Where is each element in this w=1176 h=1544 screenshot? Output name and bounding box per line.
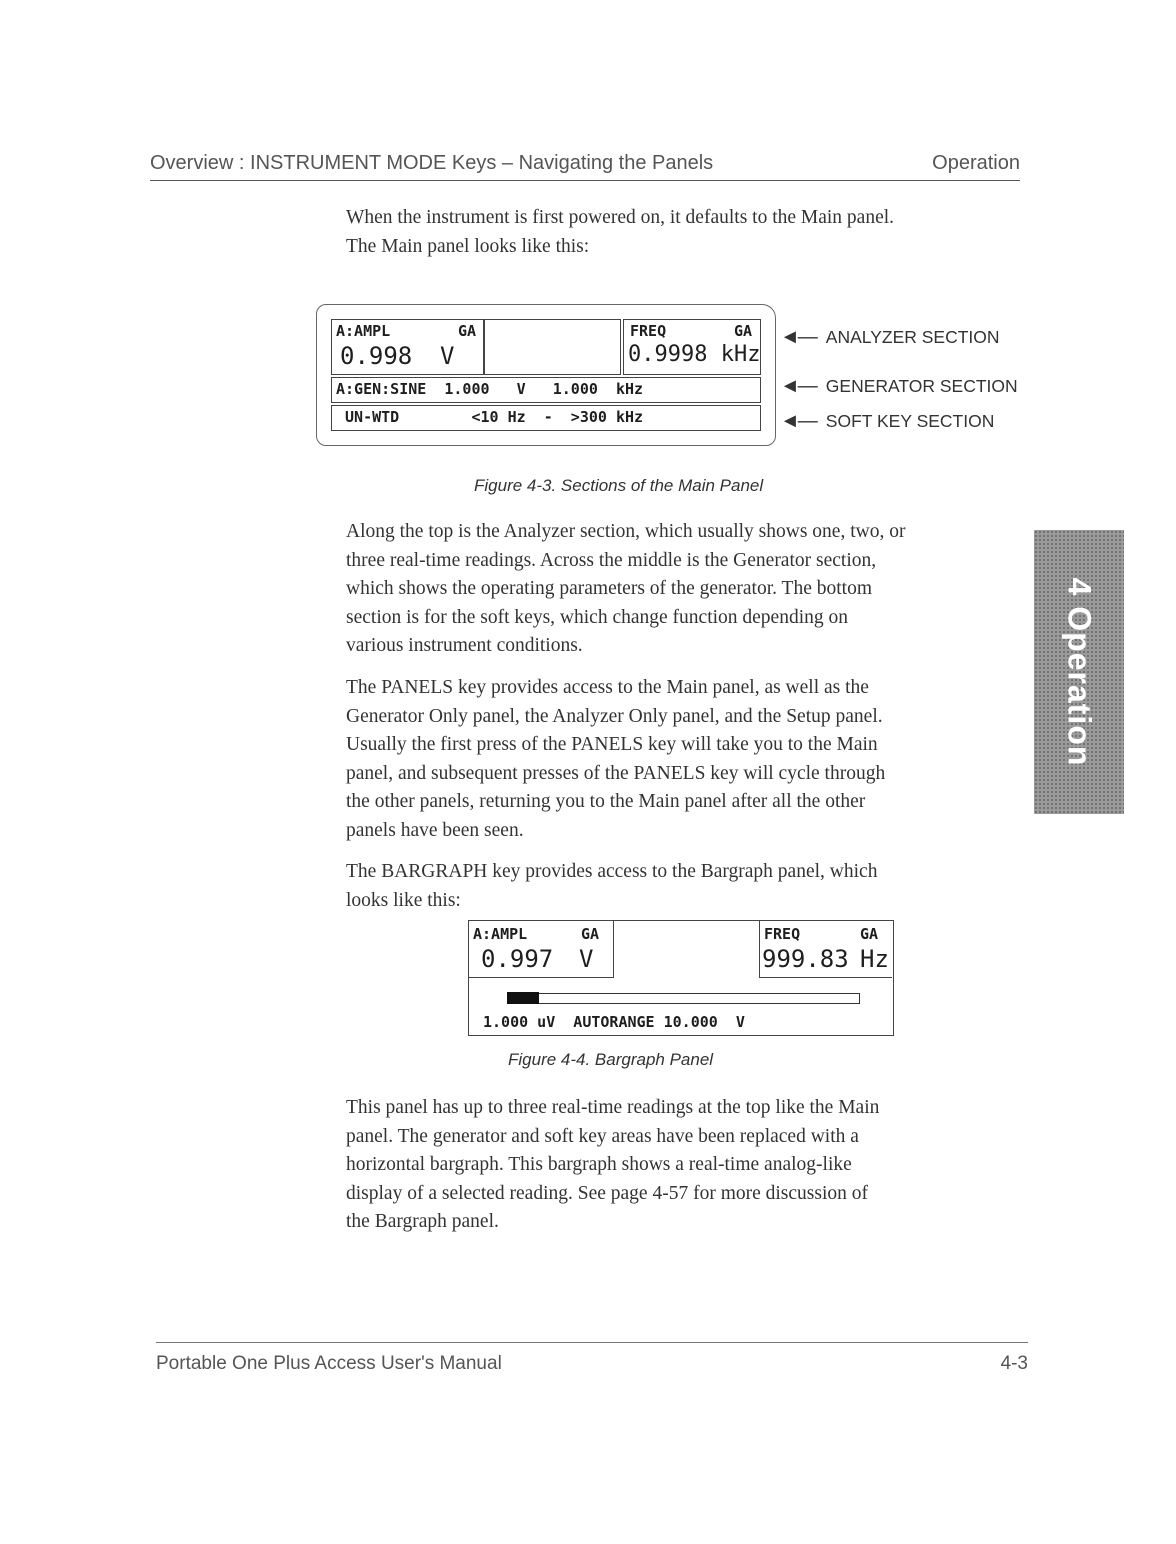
chapter-tab	[1034, 530, 1124, 814]
generator-callout	[780, 375, 1018, 398]
paragraph-line: three real-time readings. Across the middle is the Generator section,	[346, 549, 877, 571]
body-paragraph	[346, 518, 1006, 661]
freq-label: FREQ	[764, 925, 801, 943]
main-panel-figure	[316, 304, 776, 446]
paragraph-line: This panel has up to three real-time readings at the top like the Main	[346, 1097, 880, 1118]
bargraph-fill	[507, 992, 539, 1004]
body-paragraph	[346, 858, 1006, 915]
chapter-tab-label: 4 Operation	[1061, 577, 1098, 767]
paragraph-line: the Bargraph panel.	[346, 1211, 499, 1232]
paragraph-line: horizontal bargraph. This bargraph shows a real-time analog-like	[346, 1154, 852, 1175]
body-paragraph	[346, 674, 1006, 845]
generator-line: A:GEN:SINE 1.000 V 1.000 kHz	[336, 380, 644, 398]
bargraph-scale: 1.000 uV AUTORANGE 10.000 V	[483, 1013, 745, 1031]
footer-page-number: 4-3	[1000, 1353, 1028, 1374]
softkey-row	[331, 405, 761, 431]
freq-label: FREQ	[630, 322, 667, 340]
paragraph-line: The BARGRAPH key provides access to the Bargraph panel, which	[346, 861, 878, 882]
generator-row	[331, 377, 761, 403]
body-paragraph	[346, 1094, 1006, 1237]
intro-line: When the instrument is first powered on, it defaults to the Main panel.	[346, 207, 895, 228]
generator-callout-label: GENERATOR SECTION	[825, 376, 1018, 396]
freq-reading-cell	[623, 319, 761, 375]
freq-unit: Hz	[860, 945, 889, 973]
paragraph-line: Generator Only panel, the Analyzer Only panel, and the Setup panel.	[346, 705, 883, 727]
freq-value: 0.9998 kHz	[628, 342, 761, 367]
header-section-title: Overview : INSTRUMENT MODE Keys – Navigating the Panels	[150, 152, 714, 174]
header-chapter: Operation	[932, 152, 1020, 174]
bargraph-track	[507, 993, 860, 1004]
paragraph-line: various instrument conditions.	[346, 635, 583, 656]
ampl-mode: GA	[458, 322, 477, 340]
freq-reading-cell	[759, 921, 892, 978]
paragraph-line: Usually the first press of the PANELS key will take you to the Main	[346, 734, 878, 755]
ampl-label: A:AMPL	[336, 322, 391, 340]
left-arrow-icon: ◄—	[780, 410, 816, 432]
paragraph-line: display of a selected reading. See page 4-57 for more discussion of	[346, 1182, 869, 1204]
paragraph-line: The PANELS key provides access to the Main panel, as well as the	[346, 677, 869, 698]
freq-value: 999.83	[762, 945, 849, 973]
ampl-label: A:AMPL	[473, 925, 528, 943]
analyzer-callout-label: ANALYZER SECTION	[825, 327, 1000, 347]
bargraph-panel-figure	[468, 920, 894, 1036]
freq-mode: GA	[734, 322, 753, 340]
figure-caption: Figure 4-3. Sections of the Main Panel	[474, 476, 764, 495]
ampl-value: 0.998	[340, 342, 413, 370]
freq-mode: GA	[860, 925, 879, 943]
left-arrow-icon: ◄—	[780, 326, 816, 348]
ampl-unit: V	[579, 945, 594, 973]
paragraph-line: section is for the soft keys, which change function depending on	[346, 606, 849, 628]
ampl-reading-cell	[469, 921, 614, 978]
figure-caption: Figure 4-4. Bargraph Panel	[508, 1050, 714, 1069]
page-footer	[156, 1342, 1028, 1374]
paragraph-line: panel. The generator and soft key areas have been replaced with a	[346, 1125, 859, 1147]
softkey-callout	[780, 410, 994, 433]
page-header	[150, 150, 1020, 181]
ampl-reading-cell	[331, 319, 485, 375]
softkey-callout-label: SOFT KEY SECTION	[825, 411, 995, 431]
softkey-line: UN-WTD <10 Hz - >300 kHz	[336, 408, 644, 426]
paragraph-line: panels have been seen.	[346, 819, 524, 841]
paragraph-line: the other panels, returning you to the Main panel after all the other	[346, 791, 866, 812]
paragraph-line: looks like this:	[346, 889, 461, 911]
paragraph-line: panel, and subsequent presses of the PANELS key will cycle through	[346, 762, 886, 784]
intro-paragraph	[346, 204, 1006, 261]
ampl-unit: V	[440, 342, 455, 370]
left-arrow-icon: ◄—	[780, 375, 816, 397]
intro-line: The Main panel looks like this:	[346, 235, 590, 257]
analyzer-callout	[780, 326, 1000, 349]
paragraph-line: which shows the operating parameters of the generator. The bottom	[346, 578, 872, 599]
ampl-mode: GA	[581, 925, 600, 943]
footer-manual-title: Portable One Plus Access User's Manual	[156, 1353, 502, 1374]
empty-reading-cell	[483, 319, 621, 375]
ampl-value: 0.997	[481, 945, 554, 973]
paragraph-line: Along the top is the Analyzer section, which usually shows one, two, or	[346, 521, 906, 542]
